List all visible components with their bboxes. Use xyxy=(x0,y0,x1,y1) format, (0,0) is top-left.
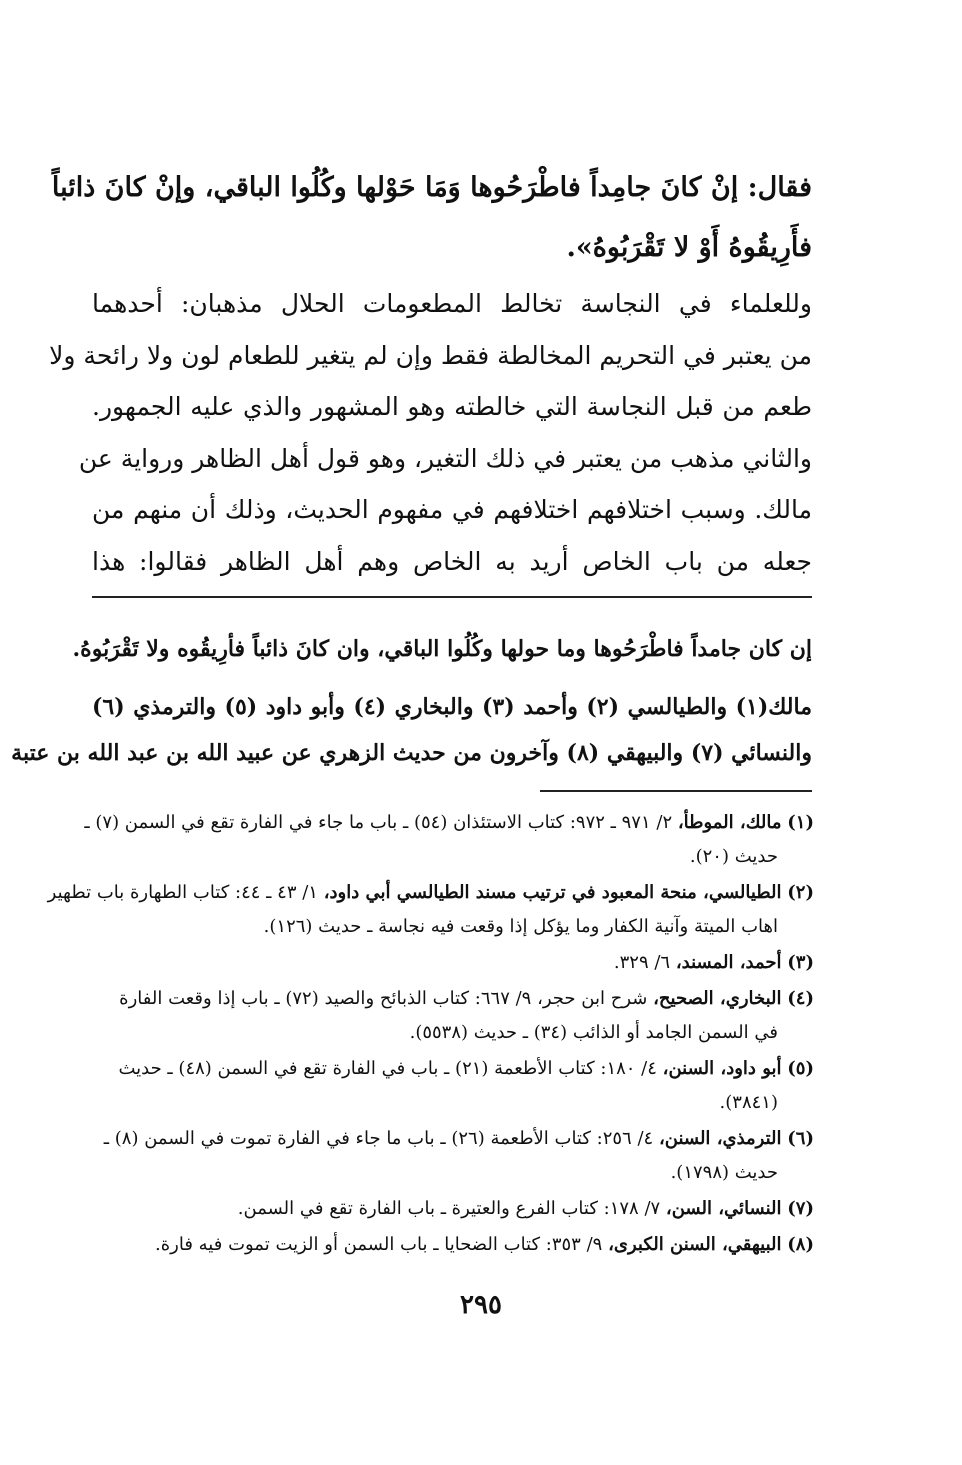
hadith-quote xyxy=(51,158,812,278)
footnote-text: ٤/ ٢٥٦: كتاب الأطعمة (٢٦) ـ باب ما جاء في الفارة تموت في السمن (٨) ـ xyxy=(103,1128,654,1149)
footnote-continuation: اهاب الميتة وآنية الكفار وما يؤكل إذا وقعت فيه نجاسة ـ حديث (١٢٦). xyxy=(263,916,778,937)
body-line: والثاني مذهب من يعتبر في ذلك التغير، وهو قول أهل الظاهر ورواية عن xyxy=(78,443,812,473)
footnote-continuation: في السمن الجامد أو الذائب (٣٤) ـ حديث (٥٥٣٨). xyxy=(409,1022,778,1043)
footnote-4 xyxy=(92,982,814,1050)
body-line: جعله من باب الخاص أريد به الخاص وهم أهل الظاهر فقالوا: هذا xyxy=(92,546,812,576)
footnote-text: شرح ابن حجر، ٩/ ٦٦٧: كتاب الذبائح والصيد (٧٢) ـ باب إذا وقعت الفارة xyxy=(119,988,648,1009)
footnote-text: ١/ ٤٣ ـ ٤٤: كتاب الطهارة باب تطهير xyxy=(47,882,318,903)
footnote-author: الطيالسي، منحة المعبود في ترتيب مسند الطيالسي أبي داود، xyxy=(323,882,782,903)
body-line: وللعلماء في النجاسة تخالط المطعومات الحلال مذهبان: أحدهما xyxy=(92,289,812,318)
footnote-author: مالك، الموطأ، xyxy=(677,812,782,833)
footnote-author: أبو داود، السنن، xyxy=(662,1058,782,1079)
footnote-8 xyxy=(92,1228,814,1262)
footnote-continuation: حديث (١٧٩٨). xyxy=(670,1162,778,1183)
footnote-2 xyxy=(47,876,814,944)
footnotes xyxy=(47,806,814,1264)
page-number: ٢٩٥ xyxy=(460,1290,502,1320)
footnote-number: (٧) xyxy=(787,1198,814,1219)
footnote-author: النسائي، السن، xyxy=(665,1198,782,1219)
commentary-line: مالك(١) والطيالسي (٢) وأحمد (٣) والبخاري (٤) وأبو داود (٥) والترمذي (٦) xyxy=(92,694,812,720)
footnote-number: (١) xyxy=(787,812,814,833)
footnote-author: البخاري، الصحيح، xyxy=(653,988,782,1009)
footnote-divider xyxy=(540,790,812,792)
footnote-3 xyxy=(92,946,814,980)
footnote-number: (٤) xyxy=(787,988,814,1009)
footnote-number: (٢) xyxy=(787,882,814,903)
footnote-text: ٤/ ١٨٠: كتاب الأطعمة (٢١) ـ باب في الفارة تقع في السمن (٤٨) ـ حديث xyxy=(118,1058,657,1079)
footnote-text: ٢/ ٩٧١ ـ ٩٧٢: كتاب الاستئذان (٥٤) ـ باب ما جاء في الفارة تقع في السمن (٧) ـ xyxy=(84,812,673,833)
footnote-6 xyxy=(92,1122,814,1190)
commentary-line: والنسائي (٧) والبيهقي (٨) وآخرون من حديث الزهري عن عبيد الله بن عبد الله بن عتبة xyxy=(11,740,812,766)
hadith-quote-line-1: فقال: إنْ كانَ جامِداً فاطْرَحُوها وَمَا حَوْلها وكُلُوا الباقي، وإنْ كانَ ذائباً xyxy=(51,172,812,203)
section-divider xyxy=(92,596,812,598)
commentary-block xyxy=(11,626,812,776)
footnote-author: الترمذي، السنن، xyxy=(658,1128,782,1149)
footnote-1 xyxy=(84,806,814,874)
body-line: طعم من قبل النجاسة التي خالطته وهو المشهور والذي عليه الجمهور. xyxy=(92,392,812,421)
footnote-text: ٦/ ٣٢٩. xyxy=(613,952,671,973)
body-line: مالك. وسبب اختلافهم اختلافهم في مفهوم الحديث، وذلك أن منهم من xyxy=(92,495,812,524)
footnote-text: ٧/ ١٧٨: كتاب الفرع والعتيرة ـ باب الفارة تقع في السمن. xyxy=(237,1198,661,1219)
footnote-number: (٣) xyxy=(787,952,814,973)
body-line: من يعتبر في التحريم المخالطة فقط وإن لم يتغير للطعام لون ولا رائحة ولا xyxy=(49,340,812,370)
footnote-5 xyxy=(92,1052,814,1120)
footnote-text: ٩/ ٣٥٣: كتاب الضحايا ـ باب السمن أو الزيت تموت فيه فارة. xyxy=(155,1234,603,1255)
commentary-line: إن كان جامداً فاطْرَحُوها وما حولها وكُلُوا الباقي، وان كانَ ذائباً فأرِيقُوه ولا تَقْرَبُوهُ. xyxy=(72,636,812,662)
footnote-continuation: (٣٨٤١). xyxy=(719,1092,778,1113)
footnote-continuation: حديث (٢٠). xyxy=(689,846,778,867)
footnote-author: البيهقي، السنن الكبرى، xyxy=(608,1234,782,1255)
hadith-quote-line-2: فأَرِيقُوهُ أَوْ لا تَقْرَبُوهُ». xyxy=(566,232,812,263)
body-paragraph xyxy=(49,278,812,587)
footnote-author: أحمد، المسند، xyxy=(675,952,782,973)
footnote-number: (٦) xyxy=(787,1128,814,1149)
footnote-number: (٨) xyxy=(787,1234,814,1255)
footnote-7 xyxy=(92,1192,814,1226)
footnote-number: (٥) xyxy=(787,1058,814,1079)
